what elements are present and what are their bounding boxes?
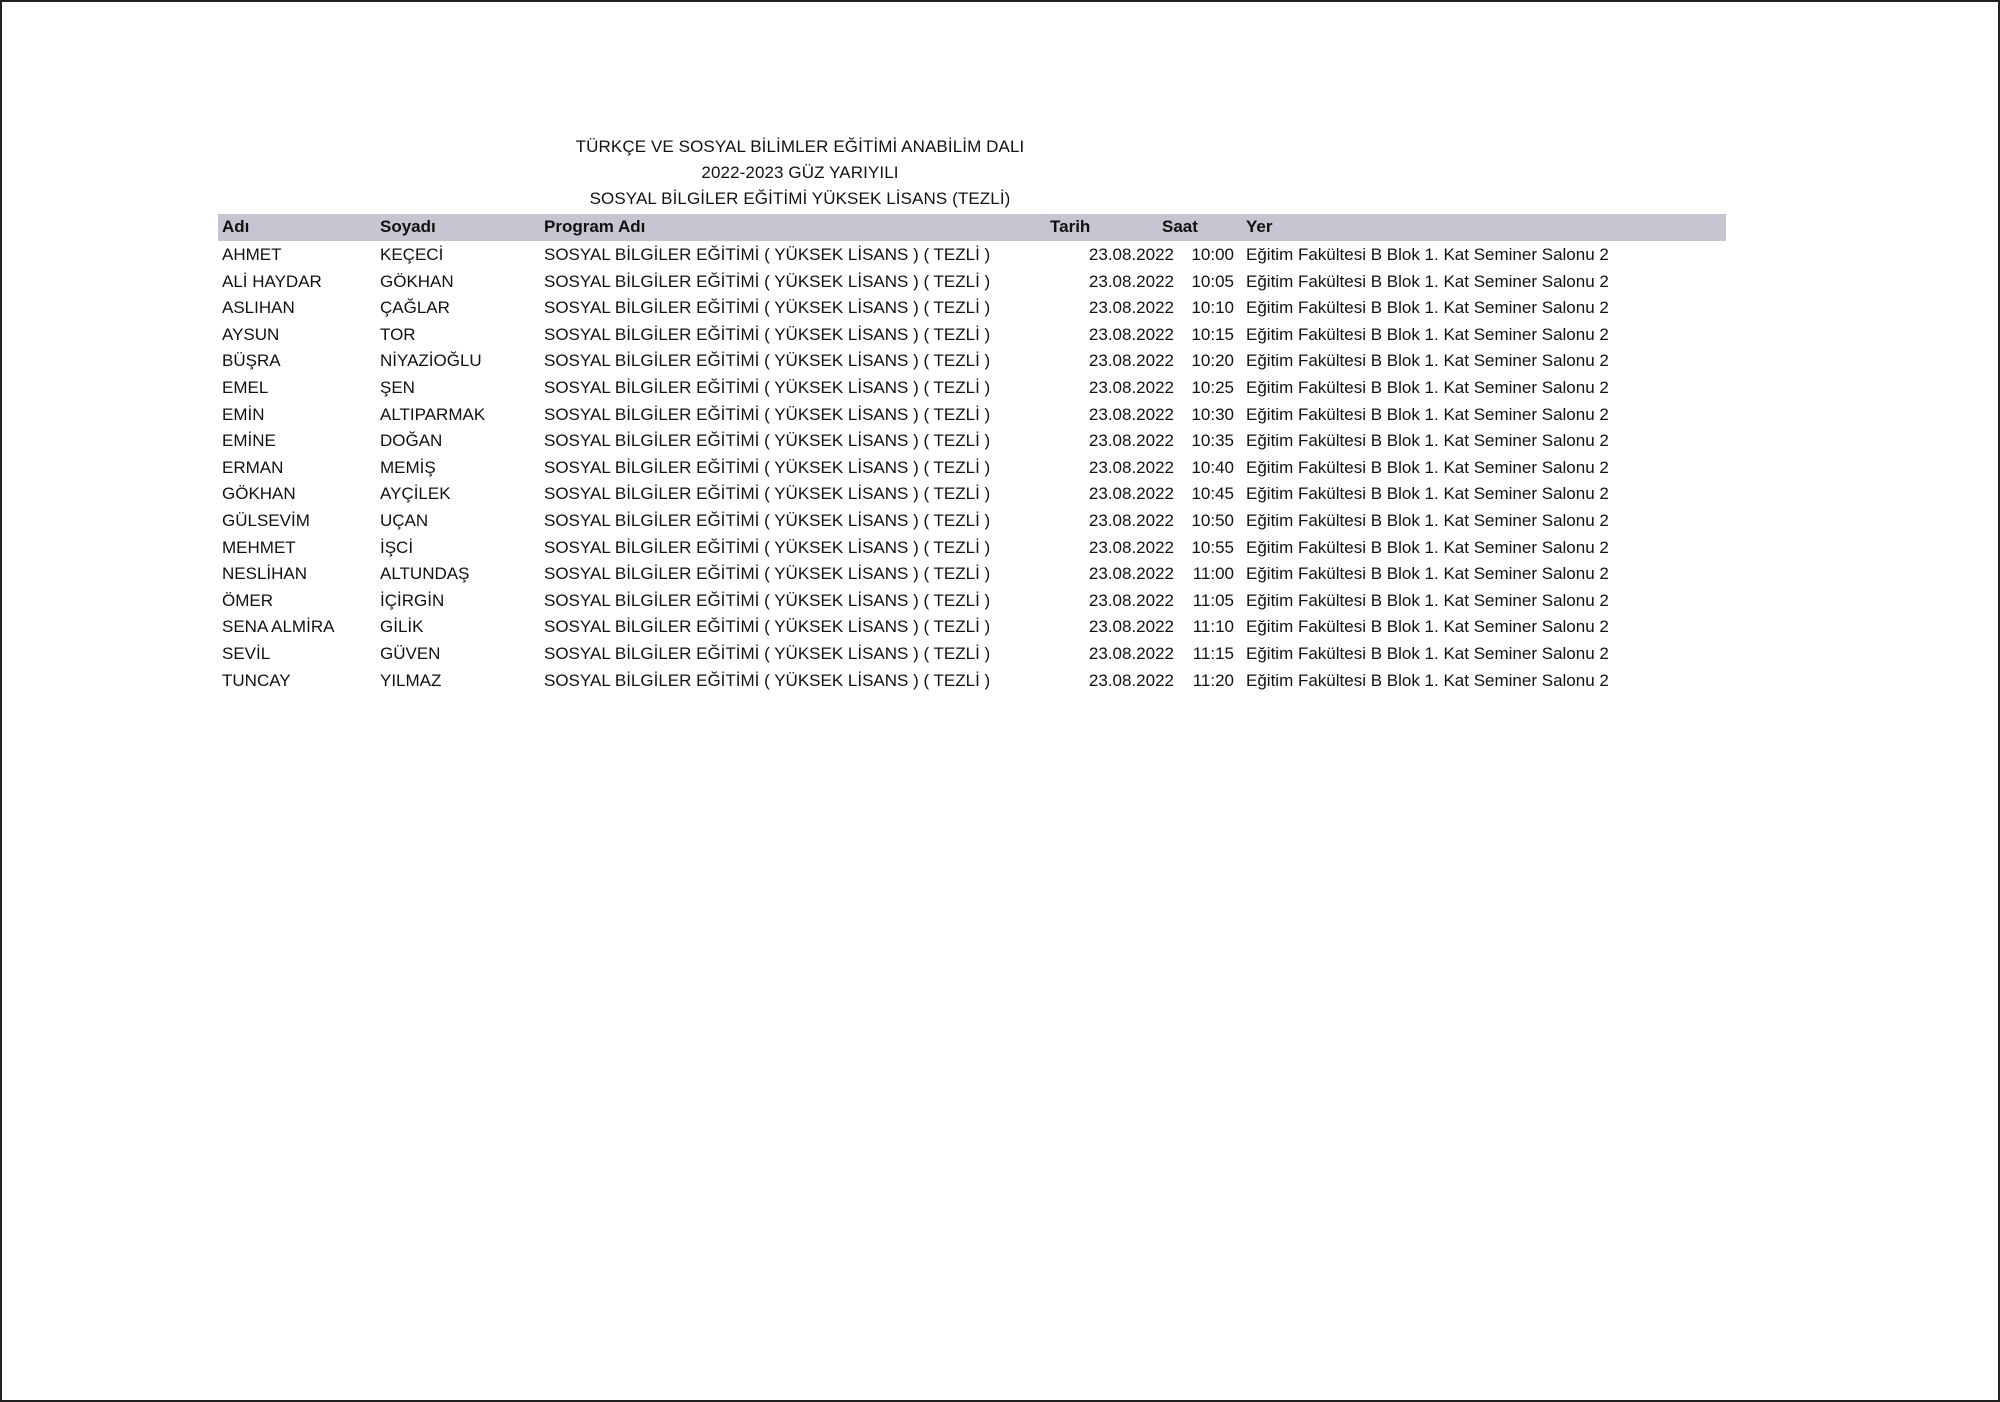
cell-time: 10:15 (1191, 324, 1234, 344)
column-header-date: Tarih (1050, 217, 1091, 236)
table-row (218, 294, 1726, 321)
column-header-time: Saat (1162, 217, 1198, 236)
cell-last-name: ALTUNDAŞ (380, 564, 470, 584)
cell-place: Eğitim Fakültesi B Blok 1. Kat Seminer Salonu 2 (1246, 510, 1609, 530)
cell-time: 10:50 (1191, 510, 1234, 530)
cell-program: SOSYAL BİLGİLER EĞİTİMİ ( YÜKSEK LİSANS ) ( TEZLİ ) (544, 404, 991, 424)
cell-last-name: MEMİŞ (380, 457, 436, 477)
table-row (218, 534, 1726, 561)
cell-last-name: AYÇİLEK (380, 484, 451, 504)
cell-first-name: AHMET (222, 245, 282, 264)
table-row (218, 241, 1726, 268)
cell-first-name: GÜLSEVİM (222, 510, 310, 530)
table-row (218, 560, 1726, 587)
cell-program: SOSYAL BİLGİLER EĞİTİMİ ( YÜKSEK LİSANS ) ( TEZLİ ) (544, 564, 991, 584)
cell-program: SOSYAL BİLGİLER EĞİTİMİ ( YÜKSEK LİSANS ) ( TEZLİ ) (544, 590, 991, 610)
cell-place: Eğitim Fakültesi B Blok 1. Kat Seminer Salonu 2 (1246, 298, 1609, 318)
cell-place: Eğitim Fakültesi B Blok 1. Kat Seminer Salonu 2 (1246, 245, 1609, 264)
document-header (540, 134, 1060, 212)
table-row (218, 268, 1726, 295)
cell-last-name: ŞEN (380, 377, 415, 397)
semester-title: 2022-2023 GÜZ YARIYILI (701, 163, 899, 182)
column-header-program: Program Adı (544, 217, 646, 236)
cell-program: SOSYAL BİLGİLER EĞİTİMİ ( YÜKSEK LİSANS ) ( TEZLİ ) (544, 377, 991, 397)
table-row (218, 401, 1726, 428)
column-header-place: Yer (1246, 217, 1273, 236)
schedule-table (218, 214, 1726, 693)
cell-time: 11:15 (1192, 643, 1234, 663)
cell-date: 23.08.2022 (1088, 670, 1174, 690)
cell-date: 23.08.2022 (1088, 643, 1174, 663)
cell-place: Eğitim Fakültesi B Blok 1. Kat Seminer Salonu 2 (1246, 643, 1609, 663)
cell-time: 11:20 (1192, 670, 1234, 690)
cell-first-name: ERMAN (222, 457, 284, 477)
cell-time: 10:00 (1191, 245, 1234, 264)
cell-time: 10:45 (1191, 484, 1234, 504)
table-body (218, 241, 1726, 693)
cell-place: Eğitim Fakültesi B Blok 1. Kat Seminer Salonu 2 (1246, 484, 1609, 504)
cell-date: 23.08.2022 (1088, 324, 1174, 344)
cell-date: 23.08.2022 (1088, 245, 1174, 264)
column-header-first-name: Adı (222, 217, 250, 236)
table-row (218, 321, 1726, 348)
cell-first-name: EMİNE (222, 431, 276, 451)
cell-time: 10:55 (1191, 537, 1234, 557)
cell-last-name: GÖKHAN (380, 271, 454, 291)
cell-program: SOSYAL BİLGİLER EĞİTİMİ ( YÜKSEK LİSANS ) ( TEZLİ ) (544, 617, 991, 637)
cell-first-name: ÖMER (222, 590, 273, 610)
table-row (218, 587, 1726, 614)
cell-program: SOSYAL BİLGİLER EĞİTİMİ ( YÜKSEK LİSANS ) ( TEZLİ ) (544, 537, 991, 557)
cell-first-name: MEHMET (222, 537, 296, 557)
cell-time: 10:05 (1191, 271, 1234, 291)
cell-last-name: TOR (380, 324, 416, 344)
table-row (218, 427, 1726, 454)
cell-last-name: ÇAĞLAR (380, 298, 450, 318)
cell-first-name: NESLİHAN (222, 564, 308, 584)
table-row (218, 480, 1726, 507)
cell-program: SOSYAL BİLGİLER EĞİTİMİ ( YÜKSEK LİSANS ) ( TEZLİ ) (544, 457, 991, 477)
department-title: TÜRKÇE VE SOSYAL BİLİMLER EĞİTİMİ ANABİLİM DALI (575, 137, 1025, 156)
table-row (218, 613, 1726, 640)
cell-place: Eğitim Fakültesi B Blok 1. Kat Seminer Salonu 2 (1246, 377, 1609, 397)
cell-time: 10:10 (1191, 298, 1234, 318)
cell-first-name: TUNCAY (222, 670, 291, 690)
table-row (218, 640, 1726, 667)
cell-time: 10:35 (1191, 431, 1234, 451)
cell-place: Eğitim Fakültesi B Blok 1. Kat Seminer Salonu 2 (1246, 670, 1609, 690)
cell-date: 23.08.2022 (1088, 590, 1174, 610)
cell-program: SOSYAL BİLGİLER EĞİTİMİ ( YÜKSEK LİSANS ) ( TEZLİ ) (544, 324, 991, 344)
cell-place: Eğitim Fakültesi B Blok 1. Kat Seminer Salonu 2 (1246, 324, 1609, 344)
cell-program: SOSYAL BİLGİLER EĞİTİMİ ( YÜKSEK LİSANS ) ( TEZLİ ) (544, 298, 991, 318)
cell-date: 23.08.2022 (1088, 404, 1174, 424)
cell-place: Eğitim Fakültesi B Blok 1. Kat Seminer Salonu 2 (1246, 564, 1609, 584)
cell-place: Eğitim Fakültesi B Blok 1. Kat Seminer Salonu 2 (1246, 537, 1609, 557)
cell-time: 11:00 (1192, 564, 1234, 584)
cell-date: 23.08.2022 (1088, 298, 1174, 318)
table-header-row (218, 214, 1726, 241)
column-header-last-name: Soyadı (380, 217, 436, 236)
cell-time: 11:10 (1192, 617, 1234, 637)
cell-first-name: ASLIHAN (222, 298, 295, 318)
cell-place: Eğitim Fakültesi B Blok 1. Kat Seminer Salonu 2 (1246, 617, 1609, 637)
cell-date: 23.08.2022 (1088, 457, 1174, 477)
cell-first-name: SEVİL (222, 643, 271, 663)
cell-last-name: YILMAZ (380, 670, 442, 690)
table-row (218, 374, 1726, 401)
cell-date: 23.08.2022 (1088, 271, 1174, 291)
cell-last-name: DOĞAN (380, 431, 443, 451)
cell-last-name: NİYAZİOĞLU (380, 351, 482, 371)
cell-last-name: GİLİK (380, 617, 424, 637)
cell-place: Eğitim Fakültesi B Blok 1. Kat Seminer Salonu 2 (1246, 351, 1609, 371)
cell-time: 11:05 (1192, 590, 1234, 610)
cell-last-name: GÜVEN (380, 643, 441, 663)
cell-date: 23.08.2022 (1088, 510, 1174, 530)
cell-date: 23.08.2022 (1088, 564, 1174, 584)
cell-first-name: ALİ HAYDAR (222, 271, 322, 291)
cell-time: 10:30 (1191, 404, 1234, 424)
cell-program: SOSYAL BİLGİLER EĞİTİMİ ( YÜKSEK LİSANS ) ( TEZLİ ) (544, 351, 991, 371)
cell-time: 10:20 (1191, 351, 1234, 371)
program-title: SOSYAL BİLGİLER EĞİTİMİ YÜKSEK LİSANS (TEZLİ) (589, 189, 1011, 208)
cell-first-name: GÖKHAN (222, 484, 296, 504)
cell-program: SOSYAL BİLGİLER EĞİTİMİ ( YÜKSEK LİSANS ) ( TEZLİ ) (544, 484, 991, 504)
cell-program: SOSYAL BİLGİLER EĞİTİMİ ( YÜKSEK LİSANS ) ( TEZLİ ) (544, 431, 991, 451)
cell-first-name: EMİN (222, 404, 265, 424)
table-row (218, 454, 1726, 481)
cell-first-name: BÜŞRA (222, 351, 281, 371)
cell-place: Eğitim Fakültesi B Blok 1. Kat Seminer Salonu 2 (1246, 271, 1609, 291)
cell-program: SOSYAL BİLGİLER EĞİTİMİ ( YÜKSEK LİSANS ) ( TEZLİ ) (544, 643, 991, 663)
table-row (218, 507, 1726, 534)
cell-last-name: İÇİRGİN (380, 590, 445, 610)
cell-date: 23.08.2022 (1088, 617, 1174, 637)
cell-time: 10:25 (1191, 377, 1234, 397)
cell-date: 23.08.2022 (1088, 484, 1174, 504)
cell-program: SOSYAL BİLGİLER EĞİTİMİ ( YÜKSEK LİSANS ) ( TEZLİ ) (544, 670, 991, 690)
cell-first-name: EMEL (222, 377, 269, 397)
cell-first-name: SENA ALMİRA (222, 617, 335, 637)
cell-place: Eğitim Fakültesi B Blok 1. Kat Seminer Salonu 2 (1246, 431, 1609, 451)
table-row (218, 667, 1726, 694)
cell-last-name: KEÇECİ (380, 245, 444, 264)
cell-program: SOSYAL BİLGİLER EĞİTİMİ ( YÜKSEK LİSANS ) ( TEZLİ ) (544, 271, 991, 291)
cell-time: 10:40 (1191, 457, 1234, 477)
cell-place: Eğitim Fakültesi B Blok 1. Kat Seminer Salonu 2 (1246, 404, 1609, 424)
cell-last-name: İŞCİ (380, 537, 414, 557)
cell-date: 23.08.2022 (1088, 351, 1174, 371)
cell-first-name: AYSUN (222, 324, 280, 344)
cell-last-name: UÇAN (380, 510, 429, 530)
cell-place: Eğitim Fakültesi B Blok 1. Kat Seminer Salonu 2 (1246, 590, 1609, 610)
cell-date: 23.08.2022 (1088, 431, 1174, 451)
table-row (218, 347, 1726, 374)
cell-place: Eğitim Fakültesi B Blok 1. Kat Seminer Salonu 2 (1246, 457, 1609, 477)
cell-date: 23.08.2022 (1088, 377, 1174, 397)
cell-program: SOSYAL BİLGİLER EĞİTİMİ ( YÜKSEK LİSANS ) ( TEZLİ ) (544, 510, 991, 530)
cell-date: 23.08.2022 (1088, 537, 1174, 557)
cell-program: SOSYAL BİLGİLER EĞİTİMİ ( YÜKSEK LİSANS ) ( TEZLİ ) (544, 245, 991, 264)
cell-last-name: ALTIPARMAK (380, 404, 486, 424)
